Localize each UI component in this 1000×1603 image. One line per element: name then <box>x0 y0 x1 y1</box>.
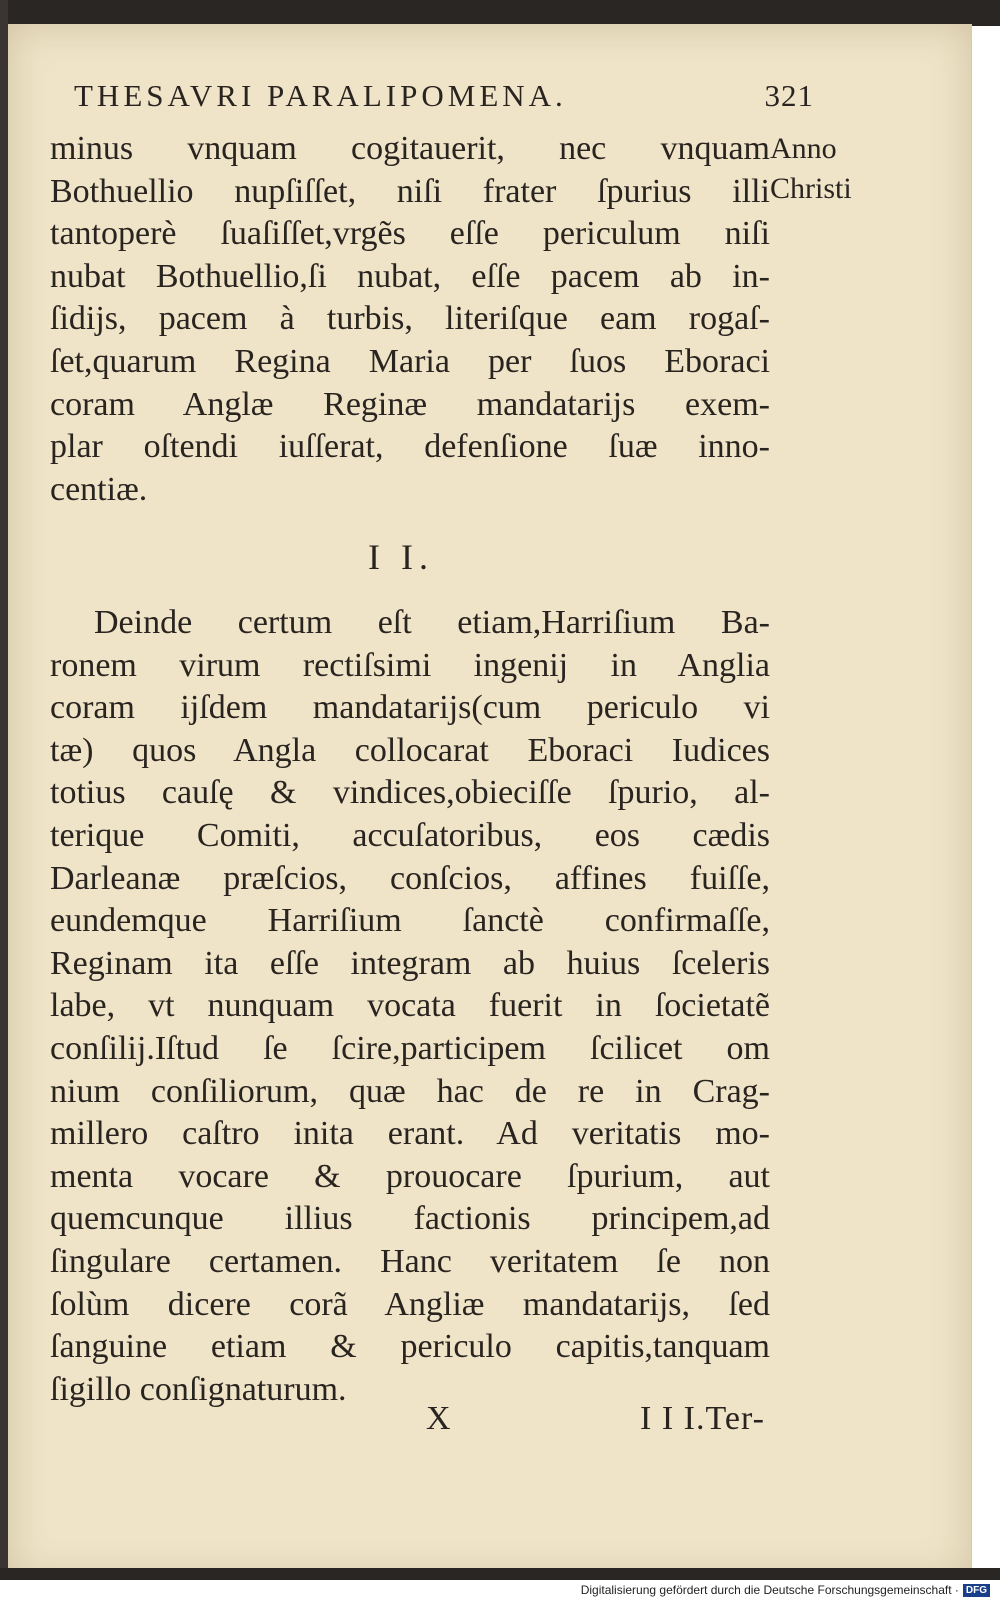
text-line: ſolùm dicere corã Angliæ mandatarijs, ſed <box>50 1285 770 1323</box>
text-line: labe, vt nunquam vocata fuerit in ſocietatẽ <box>50 987 770 1025</box>
digitization-credit <box>581 1583 990 1597</box>
text-line: millero caſtro inita erant. Ad veritatis mo- <box>50 1115 770 1153</box>
text-line: ſanguine etiam & periculo capitis,tanquam <box>50 1328 770 1366</box>
text-line: Bothuellio nupſiſſet, niſi frater ſpurius illi <box>50 172 770 210</box>
text-line: ſigillo conſignaturum. <box>50 1370 347 1408</box>
text-line: coram ijſdem mandatarijs(cum periculo vi <box>50 689 770 727</box>
running-title: THESAVRI PARALIPOMENA. <box>74 78 567 113</box>
text-line: Darleanæ præſcios, conſcios, affines fuiſſe, <box>50 859 770 897</box>
section-number: I I. <box>368 537 434 577</box>
marginal-note-line: Christi <box>770 172 852 205</box>
text-line: tantoperè ſuaſiſſet,vrgẽs eſſe periculum niſi <box>50 215 770 253</box>
text-line: coram Anglæ Reginæ mandatarijs exem- <box>50 385 770 423</box>
text-line: quemcunque illius factionis principem,ad <box>50 1200 770 1238</box>
text-line: centiæ. <box>50 470 148 508</box>
text-line: Deinde certum eſt etiam,Harriſium Ba- <box>94 604 770 641</box>
marginal-note-line: Anno <box>770 132 837 165</box>
text-line: tæ) quos Angla collocarat Eboraci Iudices <box>50 731 770 769</box>
running-header <box>74 78 814 122</box>
book-page <box>8 24 971 1580</box>
text-line: nium conſiliorum, quæ hac de re in Crag- <box>50 1072 770 1110</box>
scanner-frame-left <box>0 0 8 1580</box>
text-line: plar oſtendi iuſſerat, defenſione ſuæ inno- <box>50 428 770 466</box>
paragraph-2 <box>50 602 770 1411</box>
page-footer <box>8 1400 971 1444</box>
text-line: ſidijs, pacem à turbis, literiſque eam rogaſ- <box>50 300 770 338</box>
page-number: 321 <box>764 78 814 113</box>
catchword: I I I.Ter- <box>640 1400 765 1437</box>
text-line: conſilij.Iſtud ſe ſcire,participem ſcilicet om <box>50 1029 770 1067</box>
credit-text: Digitalisierung gefördert durch die Deutsche Forschungsgemeinschaft · <box>580 1583 959 1597</box>
text-line: ſet,quarum Regina Maria per ſuos Eboraci <box>50 342 770 380</box>
signature-mark: X <box>426 1400 451 1437</box>
text-line: ſingulare certamen. Hanc veritatem ſe non <box>50 1242 770 1280</box>
dfg-logo: DFG <box>963 1584 990 1597</box>
text-line: minus vnquam cogitauerit, nec vnquam <box>50 130 770 167</box>
text-line: nubat Bothuellio,ſi nubat, eſſe pacem ab in- <box>50 257 770 295</box>
paragraph-1 <box>50 128 770 511</box>
scanner-frame-top <box>0 0 1000 26</box>
text-line: totius cauſę & vindices,obieciſſe ſpurio, al- <box>50 774 770 812</box>
text-line: terique Comiti, accuſatoribus, eos cædis <box>50 816 770 854</box>
text-line: ronem virum rectiſsimi ingenij in Anglia <box>50 646 770 684</box>
text-line: menta vocare & prouocare ſpurium, aut <box>50 1157 770 1195</box>
text-line: eundemque Harriſium ſanctè confirmaſſe, <box>50 902 770 940</box>
scanner-frame-bottom <box>0 1568 1000 1580</box>
text-line: Reginam ita eſſe integram ab huius ſceleris <box>50 944 770 982</box>
marginal-note <box>770 129 870 209</box>
